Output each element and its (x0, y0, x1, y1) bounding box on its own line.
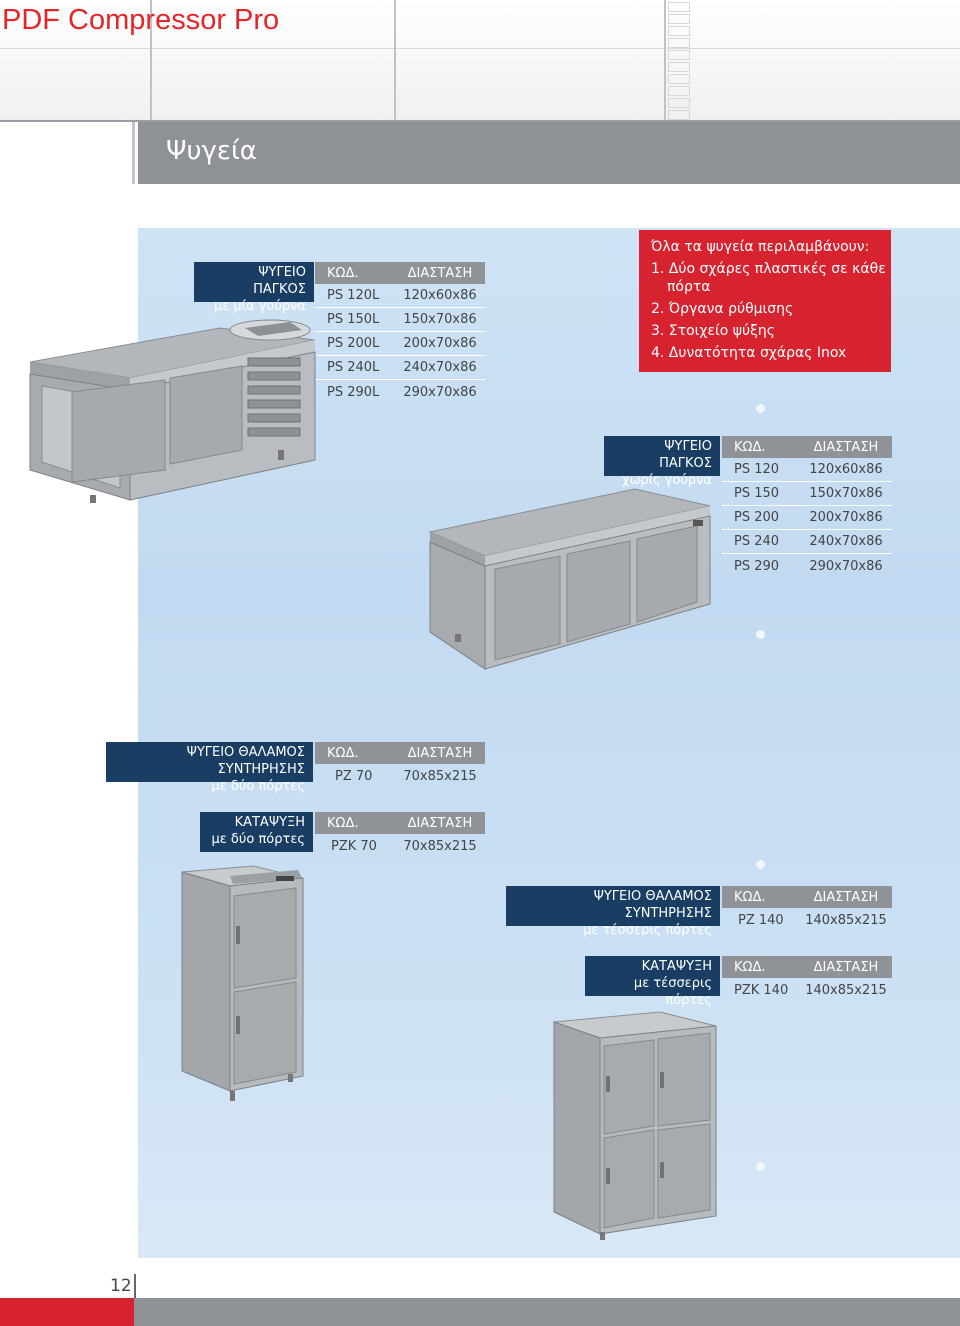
row-dimension: 140x85x215 (805, 912, 887, 928)
header-cell (664, 0, 960, 120)
product-subtitle: με τέσσερις πόρτες (633, 976, 712, 1008)
product-title: ΨΥΓΕΙΟ ΘΑΛΑΜΟΣ ΣΥΝΤΗΡΗΣΗΣ (186, 745, 305, 777)
product-subtitle: με μία γούρνα (213, 299, 306, 314)
header-code: ΚΩΔ. (327, 815, 359, 831)
spec-row (315, 380, 485, 404)
product-label (506, 886, 720, 938)
row-dimension: 150x70x86 (809, 486, 883, 501)
spec-row (315, 332, 485, 356)
header-code: ΚΩΔ. (327, 265, 359, 281)
includes-item: πόρτα (667, 279, 711, 295)
page-title: Ψυγεία (166, 136, 257, 166)
product-title: ΚΑΤΑΨΥΞΗ (234, 815, 305, 830)
spec-table (722, 956, 892, 1002)
product-title: ΨΥΓΕΙΟ ΠΑΓΚΟΣ (659, 439, 712, 471)
header-dimension: ΔΙΑΣΤΑΣΗ (813, 959, 879, 975)
footer-red-band (0, 1298, 134, 1326)
includes-item: 4. Δυνατότητα σχάρας Inox (651, 345, 847, 361)
footer-gray-band (134, 1298, 960, 1326)
product-label (200, 812, 313, 852)
four-door-cabinet-illustration (550, 1012, 720, 1240)
spec-table (315, 812, 485, 858)
spec-row (315, 284, 485, 308)
page-number-bar (134, 1274, 136, 1298)
header-code: ΚΩΔ. (734, 959, 766, 975)
product-subtitle: με τέσσερις πόρτες (583, 923, 712, 938)
spec-table (722, 886, 892, 932)
header-cell (394, 0, 664, 120)
spec-row (315, 834, 485, 858)
header-code: ΚΩΔ. (734, 439, 766, 455)
decorative-dot (756, 1162, 765, 1171)
spec-header (315, 812, 485, 834)
row-code: PS 120L (327, 288, 380, 303)
title-bar (0, 122, 960, 184)
two-door-cabinet-illustration (178, 866, 308, 1102)
row-dimension: 290x70x86 (809, 558, 883, 574)
spec-row (722, 530, 892, 554)
header-dimension: ΔΙΑΣΤΑΣΗ (813, 889, 879, 905)
header-dimension: ΔΙΑΣΤΑΣΗ (407, 745, 473, 761)
spec-table (315, 262, 485, 404)
decorative-dot (756, 860, 765, 869)
row-code: PS 150 (734, 486, 780, 501)
row-dimension: 120x60x86 (809, 462, 883, 477)
row-dimension: 200x70x86 (403, 336, 477, 351)
title-left-box (0, 122, 135, 184)
header-code: ΚΩΔ. (327, 745, 359, 761)
product-label (194, 262, 314, 314)
product-label (604, 436, 720, 488)
spec-row (722, 458, 892, 482)
row-dimension: 70x85x215 (403, 768, 477, 784)
row-code: PZK 70 (331, 838, 377, 854)
decorative-dot (756, 404, 765, 413)
includes-item: 2. Όργανα ρύθμισης (651, 301, 794, 317)
spec-header (722, 956, 892, 978)
spec-header (722, 436, 892, 458)
spec-table (315, 742, 485, 788)
spec-row (315, 764, 485, 788)
row-dimension: 200x70x86 (809, 510, 883, 525)
row-dimension: 150x70x86 (403, 312, 477, 327)
spec-row (722, 908, 892, 932)
page-number: 12 (110, 1276, 132, 1296)
spec-header (722, 886, 892, 908)
includes-box (639, 230, 891, 372)
header-code: ΚΩΔ. (734, 889, 766, 905)
includes-title: Όλα τα ψυγεία περιλαμβάνουν: (651, 239, 870, 255)
row-dimension: 290x70x86 (403, 384, 477, 400)
includes-item: 1. Δύο σχάρες πλαστικές σε κάθε (651, 261, 886, 277)
spec-row (722, 482, 892, 506)
row-code: PS 290L (327, 384, 380, 400)
watermark-text: PDF Compressor Pro (2, 4, 280, 36)
product-subtitle: με δύο πόρτες (211, 779, 305, 794)
row-dimension: 120x60x86 (403, 288, 477, 303)
decorative-dot (756, 630, 765, 639)
spec-row (722, 506, 892, 530)
row-code: PZ 70 (335, 768, 373, 784)
spec-header (315, 742, 485, 764)
product-title: ΨΥΓΕΙΟ ΘΑΛΑΜΟΣ ΣΥΝΤΗΡΗΣΗΣ (593, 889, 712, 921)
row-dimension: 140x85x215 (805, 982, 887, 998)
row-dimension: 240x70x86 (809, 534, 883, 549)
header-dimension: ΔΙΑΣΤΑΣΗ (407, 265, 473, 281)
product-label (585, 956, 720, 1008)
includes-item: 3. Στοιχείο ψύξης (651, 323, 776, 339)
row-code: PZK 140 (734, 982, 789, 998)
spec-row (722, 978, 892, 1002)
product-title: ΚΑΤΑΨΥΞΗ (641, 959, 712, 974)
row-dimension: 70x85x215 (403, 838, 477, 854)
product-subtitle: χωρίς γούρνα (621, 473, 712, 488)
row-code: PS 240L (327, 360, 380, 375)
row-code: PS 200L (327, 336, 380, 351)
title-gray-band (138, 122, 960, 184)
header-dimension: ΔΙΑΣΤΑΣΗ (407, 815, 473, 831)
row-code: PS 120 (734, 462, 780, 477)
row-code: PS 150L (327, 312, 380, 327)
spec-row (315, 356, 485, 380)
counter-with-sink-illustration (20, 300, 320, 510)
spec-row (722, 554, 892, 578)
product-label (106, 742, 313, 794)
spec-table (722, 436, 892, 578)
row-code: PS 200 (734, 510, 780, 525)
page-header (0, 0, 960, 120)
row-code: PS 290 (734, 558, 780, 574)
counter-without-sink-illustration (425, 484, 715, 674)
row-code: PZ 140 (738, 912, 784, 928)
decorative-boxes (668, 2, 690, 120)
product-title: ΨΥΓΕΙΟ ΠΑΓΚΟΣ (253, 265, 306, 297)
header-dimension: ΔΙΑΣΤΑΣΗ (813, 439, 879, 455)
row-dimension: 240x70x86 (403, 360, 477, 375)
spec-header (315, 262, 485, 284)
row-code: PS 240 (734, 534, 780, 549)
product-subtitle: με δύο πόρτες (211, 832, 305, 847)
spec-row (315, 308, 485, 332)
